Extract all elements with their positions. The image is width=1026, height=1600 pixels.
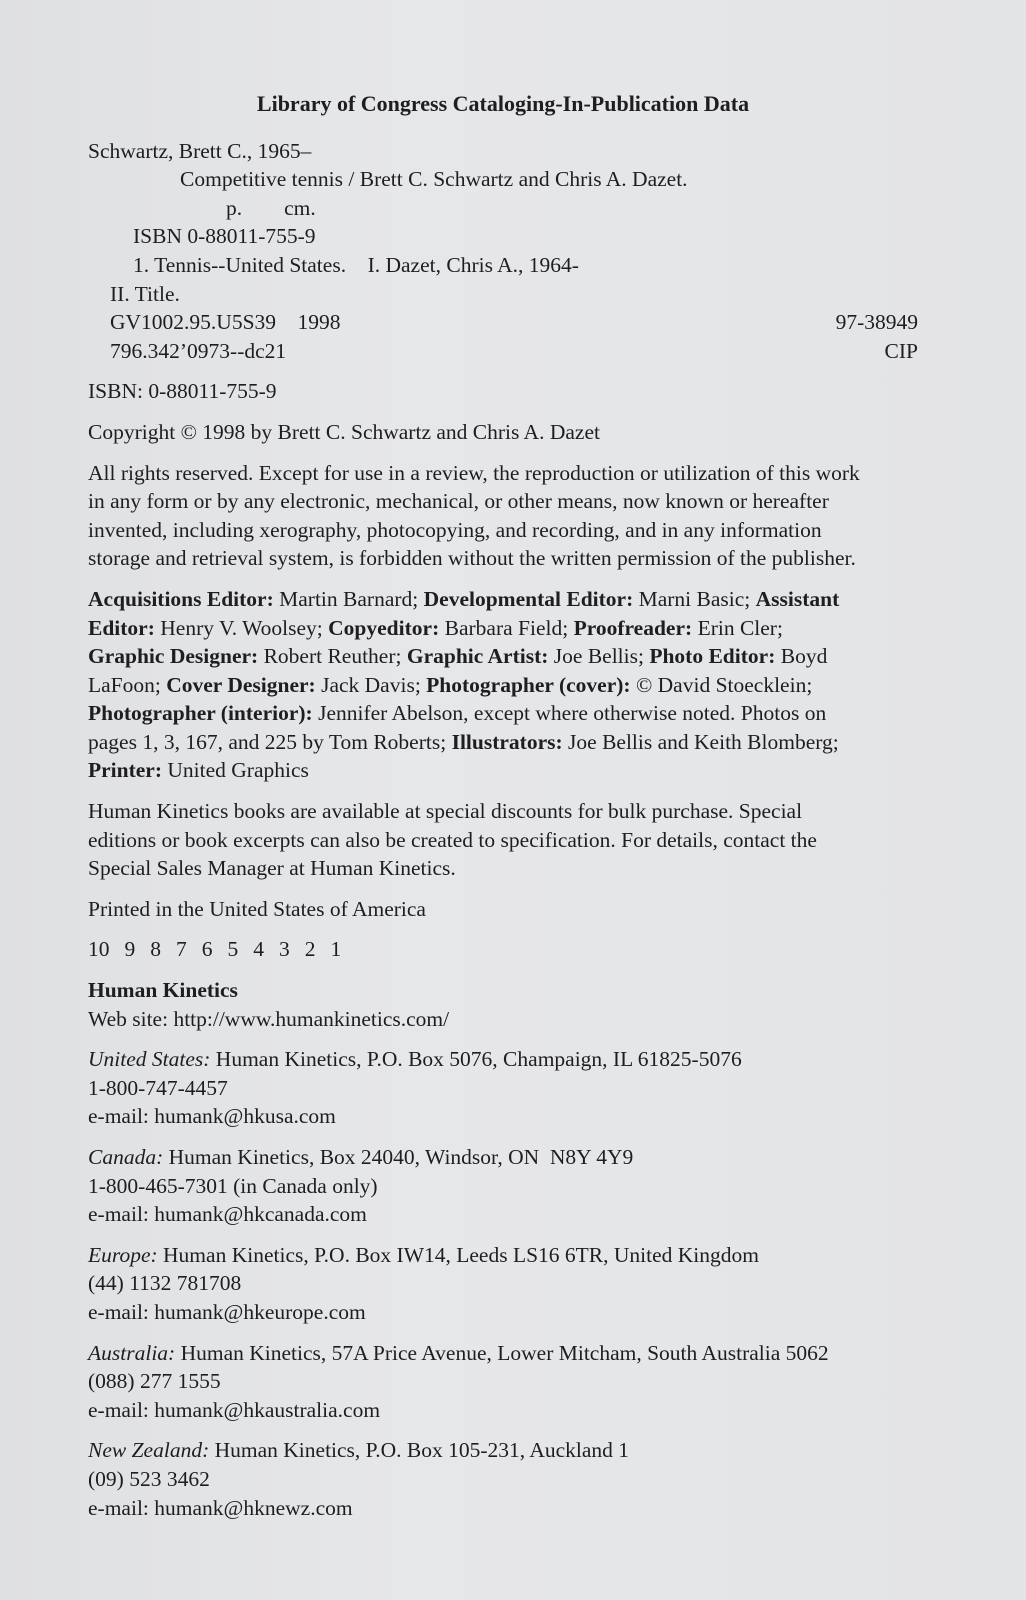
copyright-notice: Copyright © 1998 by Brett C. Schwartz and Chris A. Dazet	[88, 419, 600, 444]
credit-value: Jack Davis;	[315, 672, 427, 697]
credits-paragraph	[88, 585, 938, 785]
cip-title2: II. Title.	[110, 281, 180, 306]
office-address-line	[88, 1241, 938, 1270]
cip-class1: GV1002.95.U5S39 1998	[110, 310, 341, 335]
office-region: United States:	[88, 1047, 211, 1072]
credit-value: Erin Cler;	[692, 615, 783, 640]
credit-value: United Graphics	[162, 758, 309, 783]
print-number: 1	[330, 937, 342, 962]
cip-p: p.	[226, 195, 243, 220]
office-address: Human Kinetics, P.O. Box 5076, Champaign, IL 61825-5076	[210, 1047, 742, 1072]
print-number: 6	[201, 937, 213, 962]
print-number: 2	[304, 937, 316, 962]
cip-subjects: 1. Tennis--United States. I. Dazet, Chris A., 1964-	[133, 252, 579, 277]
office-australia	[88, 1339, 938, 1425]
cip-title: Competitive tennis / Brett C. Schwartz and Chris A. Dazet.	[180, 167, 688, 192]
credit-value: Martin Barnard;	[273, 586, 424, 611]
credit-label: Editor:	[88, 615, 155, 640]
print-number: 8	[150, 937, 161, 962]
credits-line	[88, 699, 938, 728]
credit-label: Copyeditor:	[328, 615, 440, 640]
credit-label: Printer:	[88, 758, 163, 783]
office-address: Human Kinetics, P.O. Box 105-231, Auckland 1	[209, 1438, 630, 1463]
credits-line	[88, 756, 938, 785]
office-canada	[88, 1143, 938, 1229]
cip-cm: cm.	[284, 195, 316, 220]
credit-value: © David Stoecklein;	[630, 672, 813, 697]
office-phone: (09) 523 3462	[88, 1466, 210, 1491]
discount-line: editions or book excerpts can also be created to specification. For details, contact the	[88, 827, 817, 852]
discount-line: Special Sales Manager at Human Kinetics.	[88, 856, 456, 881]
credit-label: Illustrators:	[451, 729, 563, 754]
cip-class2: 796.342’0973--dc21	[110, 338, 287, 363]
office-europe	[88, 1241, 938, 1327]
discount-line: Human Kinetics books are available at special discounts for bulk purchase. Special	[88, 799, 803, 824]
publisher-name: Human Kinetics	[88, 978, 238, 1003]
printed-in: Printed in the United States of America	[88, 896, 426, 921]
office-email: e-mail: humank@hknewz.com	[88, 1495, 353, 1520]
credit-label: Graphic Artist:	[406, 644, 549, 669]
office-new-zealand	[88, 1436, 938, 1522]
credits-line	[88, 585, 938, 614]
print-numbers	[88, 935, 938, 964]
credit-value: Joe Bellis and Keith Blomberg;	[562, 729, 839, 754]
credit-label: Acquisitions Editor:	[88, 586, 274, 611]
office-email: e-mail: humank@hkeurope.com	[88, 1299, 366, 1324]
credit-label: Photographer (cover):	[426, 672, 631, 697]
cip-pcm	[88, 194, 938, 223]
credit-label: Graphic Designer:	[88, 644, 259, 669]
credits-line	[88, 728, 938, 757]
print-number: 5	[227, 937, 239, 962]
cip-label: CIP	[884, 338, 918, 363]
credits-line	[88, 642, 938, 671]
print-number: 3	[279, 937, 290, 962]
rights-line: in any form or by any electronic, mechanical, or other means, now known or hereafter	[88, 489, 829, 514]
office-address-line	[88, 1045, 938, 1074]
credit-value: Henry V. Woolsey;	[154, 615, 329, 640]
office-address-line	[88, 1339, 938, 1368]
page-content	[88, 90, 938, 1522]
office-address: Human Kinetics, P.O. Box IW14, Leeds LS16 6TR, United Kingdom	[157, 1242, 760, 1267]
credit-value: LaFoon;	[88, 672, 167, 697]
page-heading: Library of Congress Cataloging-In-Publication Data	[256, 91, 750, 116]
isbn: ISBN: 0-88011-755-9	[88, 379, 277, 404]
office-us	[88, 1045, 938, 1131]
discount-paragraph	[88, 797, 938, 883]
credit-value: Jennifer Abelson, except where otherwise noted. Photos on	[312, 701, 827, 726]
rights-line: invented, including xerography, photocopying, and recording, and in any information	[88, 517, 822, 542]
office-address-line	[88, 1143, 938, 1172]
office-email: e-mail: humank@hkusa.com	[88, 1104, 336, 1129]
credit-value: Barbara Field;	[439, 615, 574, 640]
cip-isbn: ISBN 0-88011-755-9	[133, 224, 316, 249]
credit-label: Proofreader:	[573, 615, 693, 640]
office-region: Australia:	[88, 1340, 176, 1365]
credit-value: Robert Reuther;	[258, 644, 407, 669]
credits-line	[88, 671, 938, 700]
office-phone: (44) 1132 781708	[88, 1271, 242, 1296]
cip-class-row-1	[88, 308, 918, 337]
print-number: 7	[176, 937, 187, 962]
publisher-block	[88, 976, 938, 1033]
office-address-line	[88, 1436, 938, 1465]
credit-label: Developmental Editor:	[423, 586, 634, 611]
credit-value: Boyd	[775, 644, 828, 669]
office-phone: 1-800-465-7301 (in Canada only)	[88, 1173, 378, 1198]
publisher-website: Web site: http://www.humankinetics.com/	[88, 1006, 450, 1031]
office-phone: (088) 277 1555	[88, 1369, 221, 1394]
credit-label: Assistant	[755, 586, 840, 611]
office-email: e-mail: humank@hkaustralia.com	[88, 1397, 381, 1422]
office-region: Europe:	[88, 1242, 158, 1267]
cip-author: Schwartz, Brett C., 1965–	[88, 138, 312, 163]
credit-value: pages 1, 3, 167, and 225 by Tom Roberts;	[88, 729, 452, 754]
credit-value: Marni Basic;	[633, 586, 756, 611]
credit-label: Cover Designer:	[166, 672, 316, 697]
office-address: Human Kinetics, Box 24040, Windsor, ON N8Y 4Y9	[163, 1145, 634, 1169]
credit-label: Photographer (interior):	[88, 701, 313, 726]
print-number: 9	[124, 937, 136, 962]
credits-line	[88, 614, 938, 643]
credit-label: Photo Editor:	[649, 644, 776, 669]
office-phone: 1-800-747-4457	[88, 1075, 228, 1100]
office-address: Human Kinetics, 57A Price Avenue, Lower Mitcham, South Australia 5062	[175, 1340, 829, 1365]
cip-block	[88, 137, 938, 366]
cip-class-row-2	[88, 337, 918, 366]
office-region: Canada:	[88, 1145, 164, 1169]
office-region: New Zealand:	[88, 1438, 210, 1463]
rights-paragraph	[88, 459, 938, 573]
print-number: 4	[253, 937, 264, 962]
rights-line: storage and retrieval system, is forbidden without the written permission of the publisher.	[88, 546, 856, 571]
print-number: 10	[88, 937, 110, 962]
cip-lccn: 97-38949	[835, 310, 918, 335]
credit-value: Joe Bellis;	[548, 644, 650, 669]
office-email: e-mail: humank@hkcanada.com	[88, 1202, 367, 1227]
rights-line: All rights reserved. Except for use in a review, the reproduction or utilization of this work	[88, 460, 860, 485]
